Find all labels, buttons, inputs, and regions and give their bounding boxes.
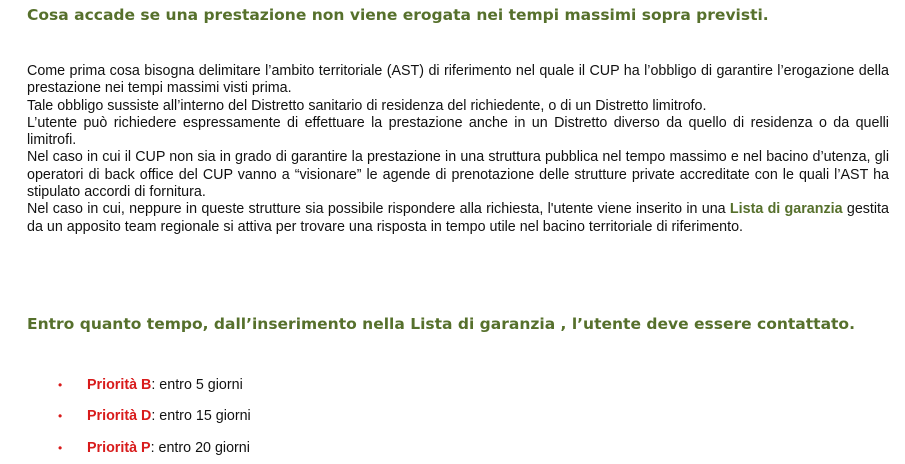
priority-item-d (58, 401, 251, 433)
section-heading-ritardi: Cosa accade se una prestazione non viene erogata nei tempi massimi sopra previsti. (27, 6, 769, 24)
body-text (27, 63, 889, 236)
paragraph-distretto-diverso: L’utente può richiedere espressamente di effettuare la prestazione anche in un Distretto diverso da quello di residenza o da quelli limitrofi. (27, 114, 889, 149)
paragraph-ambito-territoriale: Come prima cosa bisogna delimitare l’ambito territoriale (AST) di riferimento nel quale il CUP ha l’obbligo di garantire l’erogazione della prestazione nei tempi massimi visti prima. (27, 63, 889, 97)
paragraph-strutture-private: Nel caso in cui il CUP non sia in grado di garantire la prestazione in una struttura pubblica nel tempo massimo e nel bacino d’utenza, gli operatori di back office del CUP vanno a “visionare” le agende di prenotazione delle strutture private accreditate con le quali l’AST ha stipulato accordi di fornitura. (27, 149, 889, 201)
paragraph-lista-garanzia (27, 201, 889, 236)
priority-item-b (58, 369, 251, 401)
priority-list (58, 369, 251, 464)
bullet-icon: • (58, 377, 63, 392)
priority-label: Priorità P (87, 439, 151, 456)
priority-item-p (58, 432, 251, 464)
bullet-icon: • (58, 440, 63, 455)
priority-time: : entro 20 giorni (150, 439, 250, 456)
paragraph-lista-garanzia-end: gestita da un apposito team regionale si attiva per trovare una risposta in tempo utile nel bacino territoriale di riferimento. (27, 201, 889, 235)
priority-label: Priorità D (87, 408, 152, 425)
section-heading-tempi-contatto: Entro quanto tempo, dall’inserimento nella Lista di garanzia , l’utente deve essere contattato. (27, 315, 855, 333)
priority-label: Priorità B (87, 376, 152, 393)
bullet-icon: • (58, 409, 63, 424)
paragraph-obbligo-distretto: Tale obbligo sussiste all’interno del Distretto sanitario di residenza del richiedente, o di un Distretto limitrofo. (27, 97, 707, 114)
paragraph-lista-garanzia-start: Nel caso in cui, neppure in queste strutture sia possibile rispondere alla richiesta, l'utente viene inserito in una (27, 201, 730, 218)
lista-garanzia-highlight: Lista di garanzia (729, 201, 843, 218)
priority-time: : entro 15 giorni (151, 408, 251, 425)
priority-time: : entro 5 giorni (151, 376, 243, 393)
